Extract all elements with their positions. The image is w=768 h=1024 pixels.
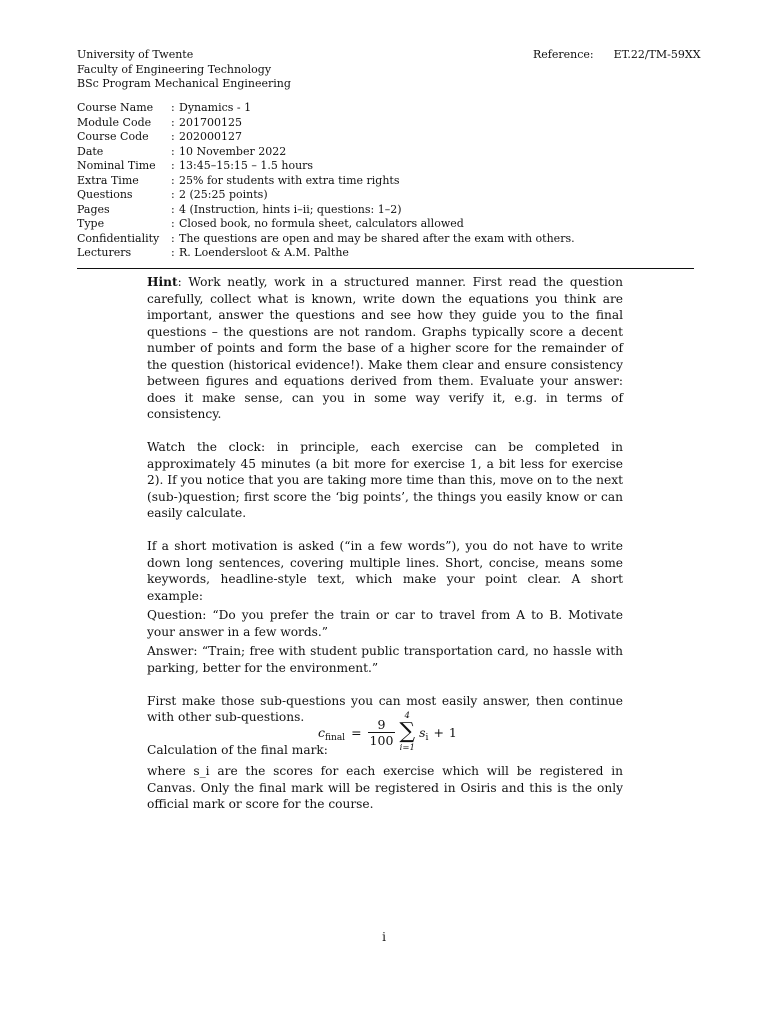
meta-label: Nominal Time	[77, 159, 156, 172]
sum-lower-limit: i=1	[399, 743, 415, 753]
faculty-name: Faculty of Engineering Technology	[77, 62, 272, 76]
meta-value: 10 November 2022	[179, 144, 287, 158]
scores-body	[147, 763, 623, 813]
meta-value: 4 (Instruction, hints i–ii; questions: 1–2)	[179, 202, 402, 216]
meta-label: Module Code	[77, 115, 152, 129]
example-question: Question: “Do you prefer the train or car to travel from A to B. Motivate your answer in a few words.”	[147, 608, 623, 639]
meta-value: 2 (25:25 points)	[179, 188, 268, 201]
meta-separator: :	[171, 173, 175, 187]
meta-row-date	[77, 145, 575, 160]
meta-label: Date	[77, 144, 104, 158]
formula-lhs	[318, 724, 346, 743]
example-answer: Answer: “Train; free with student public transportation card, no hassle with parking, better for the environment.”	[147, 644, 623, 675]
meta-row-lecturers	[77, 246, 575, 261]
meta-row-extra-time	[77, 174, 575, 189]
meta-row-questions	[77, 188, 575, 203]
formula-term	[419, 724, 429, 743]
first-paragraph: First make those sub-questions you can most easily answer, then continue with other sub-questions.	[147, 693, 623, 724]
institution-block	[77, 48, 291, 92]
meta-row-type	[77, 217, 575, 232]
formula-equals: =	[351, 724, 362, 740]
meta-label: Questions	[77, 188, 133, 201]
meta-label: Confidentiality	[77, 231, 160, 245]
sum-upper-limit: 4	[404, 711, 410, 721]
meta-value: 202000127	[179, 130, 242, 143]
meta-row-pages	[77, 203, 575, 218]
meta-separator: :	[171, 202, 175, 216]
formula-constant: 1	[448, 724, 457, 740]
header-divider	[77, 268, 694, 269]
formula-lhs-symbol: c	[318, 724, 326, 740]
university-name: University of Twente	[77, 48, 194, 61]
formula-lhs-subscript: final	[325, 732, 346, 743]
fraction-denominator: 100	[369, 732, 394, 748]
meta-label: Course Code	[77, 130, 149, 143]
hint-label: Hint	[147, 275, 178, 289]
course-meta-table	[77, 101, 575, 261]
meta-row-module-code	[77, 116, 575, 131]
meta-separator: :	[171, 130, 175, 143]
reference	[533, 48, 701, 63]
meta-separator: :	[171, 115, 175, 129]
term-symbol: s	[419, 724, 426, 740]
meta-separator: :	[171, 246, 175, 259]
meta-label: Type	[77, 217, 105, 230]
reference-value: ET.22/TM-59XX	[613, 48, 701, 61]
meta-row-course-code	[77, 130, 575, 145]
page-number: i	[382, 930, 386, 944]
meta-value: Dynamics - 1	[179, 101, 252, 114]
meta-label: Extra Time	[77, 173, 139, 187]
meta-separator: :	[171, 159, 175, 172]
term-subscript: i	[425, 732, 429, 743]
meta-value: The questions are open and may be shared after the exam with others.	[179, 231, 575, 245]
meta-row-confidentiality	[77, 232, 575, 247]
meta-separator: :	[171, 101, 175, 114]
meta-label: Pages	[77, 202, 110, 216]
meta-separator: :	[171, 231, 175, 245]
meta-label: Lecturers	[77, 246, 132, 259]
meta-row-nominal-time	[77, 159, 575, 174]
meta-value: R. Loendersloot & A.M. Palthe	[179, 246, 349, 259]
hint-paragraph	[147, 274, 623, 423]
meta-separator: :	[171, 217, 175, 230]
meta-value: 201700125	[179, 115, 242, 129]
clock-paragraph: Watch the clock: in principle, each exercise can be completed in approximately 45 minutes (a bit more for exercise 1, a bit less for exercise 2). If you notice that you are taking more time than this, move on to the next (sub-)question; first score the ‘big points’, the things you easily know or can easily calculate.	[147, 440, 623, 520]
meta-separator: :	[171, 188, 175, 201]
final-mark-formula	[318, 710, 457, 754]
motivation-paragraph: If a short motivation is asked (“in a few words”), you do not have to write down long sentences, covering multiple lines. Short, concise, means some keywords, headline-style text, which make your point clear. A short example:	[147, 539, 623, 603]
formula-fraction	[368, 717, 396, 748]
meta-value: Closed book, no formula sheet, calculators allowed	[179, 217, 464, 230]
formula-plus: +	[433, 724, 444, 740]
summation	[399, 711, 415, 753]
reference-label: Reference:	[533, 48, 594, 61]
fraction-numerator: 9	[377, 716, 386, 732]
meta-row-course-name	[77, 101, 575, 116]
meta-separator: :	[171, 144, 175, 158]
calc-intro: Calculation of the final mark:	[147, 743, 328, 757]
program-name: BSc Program Mechanical Engineering	[77, 77, 291, 90]
scores-paragraph: where s_i are the scores for each exercise which will be registered in Canvas. Only the final mark will be registered in Osiris and this is the only official mark or score for the course.	[147, 764, 623, 811]
hint-text: : Work neatly, work in a structured manner. First read the question carefully, collect what is known, write down the equations you think are important, answer the questions and see how they guide you to the final questions – the questions are not random. Graphs typically score a decent number of points and form the base of a higher score for the remainder of the question (historical evidence!). Make them clear and ensure consistency between figures and equations derived from them. Evaluate your answer: does it make sense, can you in some way verify it, e.g. in terms of consistency.	[147, 275, 623, 421]
meta-label: Course Name	[77, 101, 154, 114]
sigma-symbol: ∑	[399, 719, 416, 744]
instructions-body	[147, 274, 623, 759]
meta-value: 13:45–15:15 – 1.5 hours	[179, 159, 314, 172]
meta-value: 25% for students with extra time rights	[179, 173, 400, 187]
